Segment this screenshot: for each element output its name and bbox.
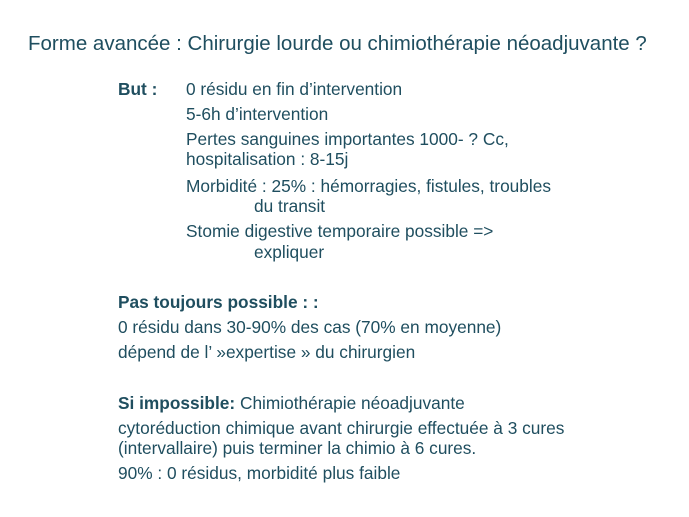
but-item-5-line-2: expliquer [254, 242, 325, 262]
but-item-3-line-2: hospitalisation : 8-15j [186, 149, 349, 169]
slide-title: Forme avancée : Chirurgie lourde ou chimiothérapie néoadjuvante ? [28, 32, 647, 55]
si-impossible-label-rest: Chimiothérapie néoadjuvante [235, 393, 465, 413]
but-item-5-line-1: Stomie digestive temporaire possible => [186, 221, 494, 241]
pas-toujours-line-1: 0 résidu dans 30-90% des cas (70% en moyenne) [118, 317, 502, 337]
pas-toujours-line-2: dépend de l’ »expertise » du chirurgien [118, 342, 416, 362]
but-item-4-line-2: du transit [254, 196, 326, 216]
si-impossible-line-3: 90% : 0 résidus, morbidité plus faible [118, 463, 401, 483]
but-item-3-line-1: Pertes sanguines importantes 1000- ? Cc, [186, 129, 509, 149]
but-item-1: 0 résidu en fin d’intervention [186, 79, 403, 99]
but-item-2: 5-6h d’intervention [186, 104, 329, 124]
but-item-4-line-1: Morbidité : 25% : hémorragies, fistules, troubles [186, 176, 551, 196]
si-impossible-line-1: cytoréduction chimique avant chirurgie effectuée à 3 cures [118, 418, 565, 438]
si-impossible-heading [118, 393, 465, 414]
si-impossible-line-2: (intervallaire) puis terminer la chimio à 6 cures. [118, 438, 477, 458]
but-label: But : [118, 79, 158, 99]
si-impossible-label: Si impossible: [118, 393, 236, 413]
pas-toujours-label: Pas toujours possible : : [118, 292, 319, 312]
